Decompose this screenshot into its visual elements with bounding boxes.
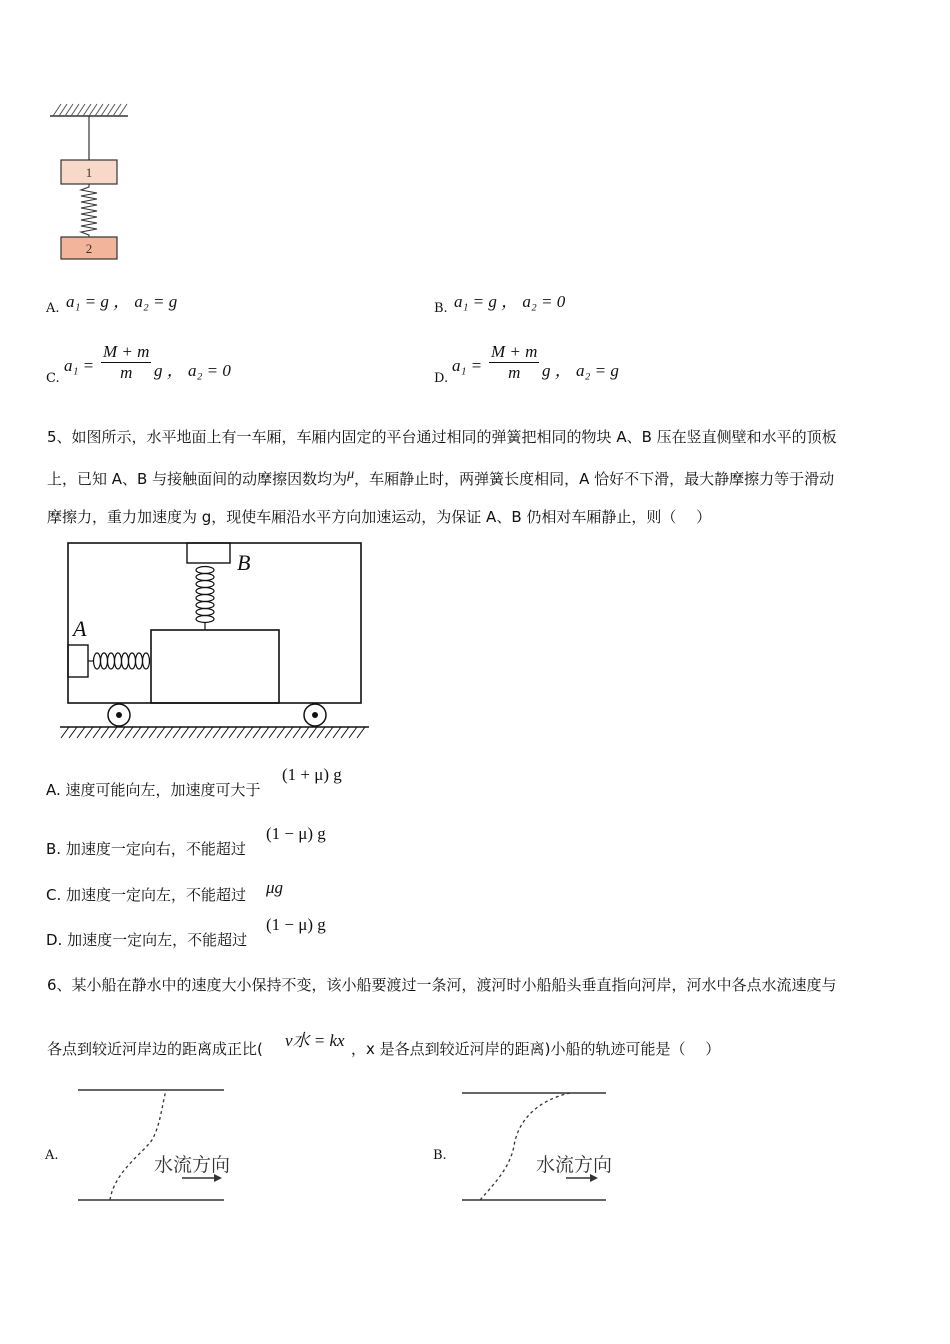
q5-line-3: 摩擦力，重力加速度为 g，现使车厢沿水平方向加速运动，为保证 A、B 仍相对车厢静止，则（ ） bbox=[47, 508, 712, 526]
q5-option-b[interactable] bbox=[46, 824, 546, 858]
option-math-post: g ， a₂ = g bbox=[542, 361, 619, 380]
carriage-figure bbox=[55, 538, 375, 743]
q5-line-2-a: 上，已知 A、B 与接触面间的动摩擦因数均为 bbox=[47, 470, 348, 488]
option-math-pre: a₁ = bbox=[64, 356, 95, 375]
q6-line-2 bbox=[47, 1024, 917, 1064]
q5-line-2 bbox=[47, 456, 917, 498]
q6-formula: v水 = kx bbox=[285, 1031, 345, 1050]
fraction-denominator: m bbox=[508, 363, 521, 382]
q5-stem bbox=[47, 418, 917, 536]
option-label: B. bbox=[434, 301, 448, 316]
fraction-numerator: M + m bbox=[103, 342, 150, 361]
option-label: A. bbox=[46, 301, 60, 316]
option-math: (1 + μ) g bbox=[282, 765, 342, 784]
q6-option-a[interactable] bbox=[44, 1080, 244, 1205]
q4-option-a[interactable] bbox=[46, 285, 406, 321]
horizontal-spring bbox=[88, 653, 150, 669]
ceiling-mount bbox=[187, 543, 230, 563]
q4-option-b[interactable] bbox=[434, 285, 794, 321]
q5-line-2-b: ，车厢静止时，两弹簧长度相同，A 恰好不下滑，最大静摩擦力等于滑动 bbox=[354, 470, 835, 488]
option-math-post: g ， a₂ = 0 bbox=[154, 361, 231, 380]
spring bbox=[81, 184, 97, 238]
q5-line-1: 5、如图所示，水平地面上有一车厢，车厢内固定的平台通过相同的弹簧把相同的物块 A、B 压在竖直侧壁和水平的顶板 bbox=[47, 428, 837, 446]
option-label: D. bbox=[434, 371, 449, 386]
fraction bbox=[101, 342, 151, 383]
q4-option-c[interactable] bbox=[46, 342, 406, 392]
q5-option-d[interactable] bbox=[46, 915, 546, 949]
option-math-pre: a₁ = bbox=[452, 356, 483, 375]
block-a bbox=[68, 645, 88, 677]
wheel-right bbox=[304, 704, 326, 726]
q6-line-2-b: ，x 是各点到较近河岸的距离)小船的轨迹可能是（ ） bbox=[351, 1040, 721, 1058]
block-2-label: 2 bbox=[85, 241, 93, 256]
boat-trajectory bbox=[480, 1093, 570, 1200]
option-math: μg bbox=[266, 878, 284, 897]
fraction bbox=[489, 342, 539, 383]
q6-option-b[interactable] bbox=[432, 1080, 632, 1205]
flow-direction-label: 水流方向 bbox=[536, 1154, 613, 1176]
river-diagram-a bbox=[74, 1080, 234, 1205]
option-math: a₁ = g ， a₂ = 0 bbox=[454, 292, 566, 311]
label-a: A bbox=[73, 616, 87, 641]
wheel-left bbox=[108, 704, 130, 726]
label-b: B bbox=[237, 550, 251, 575]
river-diagram-b bbox=[458, 1080, 618, 1205]
option-math: (1 − μ) g bbox=[266, 824, 326, 843]
option-label: C. bbox=[46, 371, 60, 386]
boat-trajectory bbox=[110, 1090, 166, 1200]
hanging-blocks-figure bbox=[45, 98, 135, 268]
option-text: D. 加速度一定向左，不能超过 bbox=[46, 931, 248, 949]
mu-symbol: μ bbox=[347, 467, 355, 482]
option-math: a₁ = g ， a₂ = g bbox=[66, 292, 178, 311]
block-1-label: 1 bbox=[85, 165, 93, 180]
option-math: (1 − μ) g bbox=[266, 915, 326, 934]
vertical-spring bbox=[196, 567, 214, 631]
option-label: A. bbox=[45, 1148, 59, 1163]
q6-line-1: 6、某小船在静水中的速度大小保持不变，该小船要渡过一条河，渡河时小船船头垂直指向河岸，河水中各点水流速度与 bbox=[47, 976, 837, 994]
platform bbox=[151, 630, 279, 703]
flow-direction-label: 水流方向 bbox=[154, 1154, 231, 1176]
carriage-box bbox=[68, 543, 361, 703]
q5-option-c[interactable] bbox=[46, 878, 546, 912]
q4-option-d[interactable] bbox=[434, 342, 794, 392]
fraction-denominator: m bbox=[120, 363, 133, 382]
option-text: C. 加速度一定向左，不能超过 bbox=[46, 886, 247, 904]
fraction-numerator: M + m bbox=[491, 342, 538, 361]
q6-line-2-a: 各点到较近河岸边的距离成正比( bbox=[47, 1040, 263, 1058]
option-label: B. bbox=[433, 1148, 447, 1163]
option-text: B. 加速度一定向右，不能超过 bbox=[46, 840, 246, 858]
q5-option-a[interactable] bbox=[46, 765, 546, 799]
option-text: A. 速度可能向左，加速度可大于 bbox=[46, 781, 261, 799]
